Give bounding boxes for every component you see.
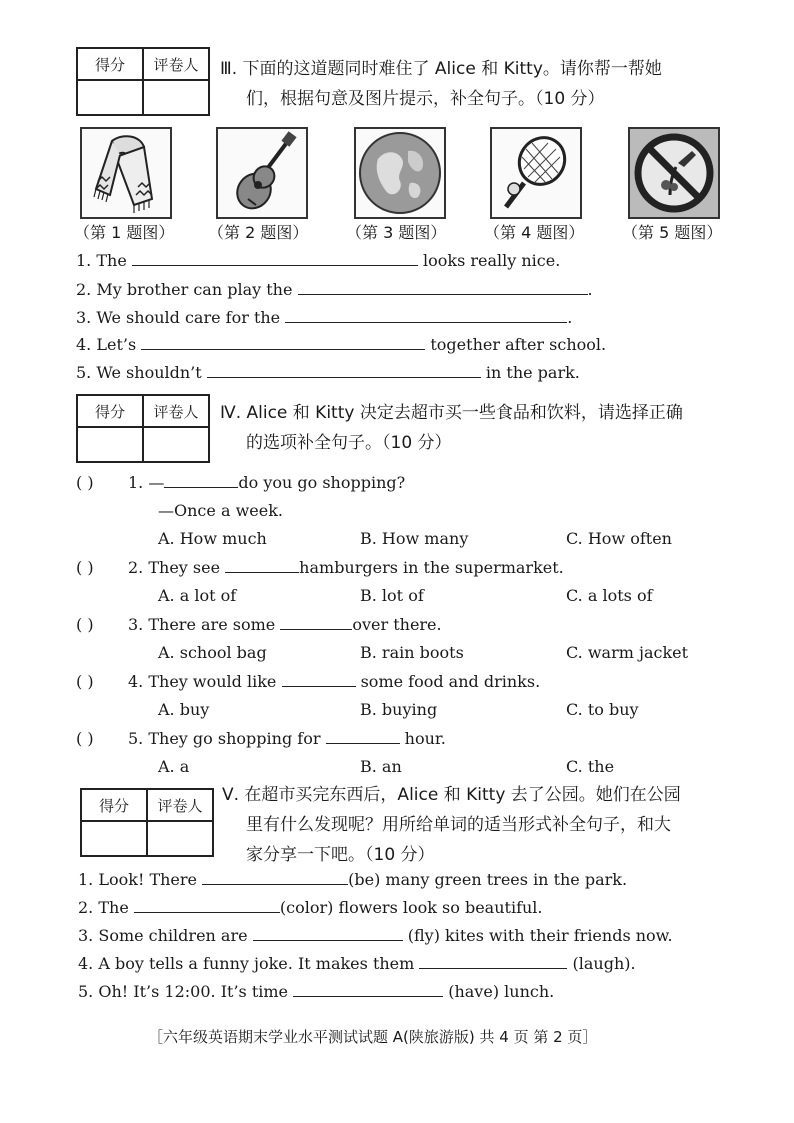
grader-header: 评卷人 — [143, 395, 209, 427]
score-header: 得分 — [81, 789, 147, 821]
grader-header: 评卷人 — [143, 48, 209, 80]
image-label-4: （第 4 题图） — [484, 223, 585, 242]
answer-blank[interactable] — [280, 615, 352, 630]
section3-title-line1: Ⅲ. 下面的这道题同时难住了 Alice 和 Kitty。请你帮一帮她 — [220, 59, 662, 79]
option-b[interactable]: B. an — [360, 757, 402, 776]
option-b[interactable]: B. buying — [360, 700, 438, 719]
guitar-icon — [216, 127, 308, 219]
answer-blank[interactable] — [282, 672, 356, 687]
answer-blank[interactable] — [419, 954, 567, 969]
earth-icon — [354, 127, 446, 219]
score-table — [80, 788, 214, 857]
option-b[interactable]: B. rain boots — [360, 643, 464, 662]
s4-question-1: 1. — do you go shopping? — [128, 473, 406, 492]
s5-question-1: 1. Look! There (be) many green trees in the park. — [78, 870, 628, 889]
option-c[interactable]: C. the — [566, 757, 615, 776]
answer-blank[interactable] — [225, 558, 299, 573]
s5-question-5: 5. Oh! It’s 12:00. It’s time (have) lunch. — [78, 982, 555, 1001]
answer-blank[interactable] — [132, 251, 418, 266]
s4-question-2: 2. They see hamburgers in the supermarket. — [128, 558, 564, 577]
tennis-racket-icon — [490, 127, 582, 219]
grader-cell[interactable] — [143, 80, 209, 115]
grader-cell[interactable] — [143, 427, 209, 462]
answer-blank[interactable] — [164, 473, 238, 488]
answer-paren[interactable]: ( ) — [76, 615, 94, 634]
score-cell[interactable] — [77, 80, 143, 115]
section5-title-line3: 家分享一下吧。（10 分） — [246, 845, 435, 865]
answer-paren[interactable]: ( ) — [76, 729, 94, 748]
answer-blank[interactable] — [285, 308, 567, 323]
s3-question-5: 5. We shouldn’t in the park. — [76, 363, 580, 382]
s4-question-4: 4. They would like some food and drinks. — [128, 672, 541, 691]
option-a[interactable]: A. buy — [158, 700, 210, 719]
s5-question-2: 2. The (color) flowers look so beautiful. — [78, 898, 543, 917]
answer-blank[interactable] — [253, 926, 403, 941]
answer-blank[interactable] — [202, 870, 348, 885]
answer-blank[interactable] — [298, 280, 588, 295]
grader-header: 评卷人 — [147, 789, 213, 821]
section4-title-line1: Ⅳ. Alice 和 Kitty 决定去超市买一些食品和饮料，请选择正确 — [220, 403, 683, 423]
answer-blank[interactable] — [207, 363, 481, 378]
s5-question-4: 4. A boy tells a funny joke. It makes them (laugh). — [78, 954, 636, 973]
option-c[interactable]: C. How often — [566, 529, 672, 548]
image-label-2: （第 2 题图） — [208, 223, 309, 242]
answer-paren[interactable]: ( ) — [76, 672, 94, 691]
option-a[interactable]: A. a lot of — [158, 586, 237, 605]
score-header: 得分 — [77, 395, 143, 427]
option-b[interactable]: B. lot of — [360, 586, 424, 605]
score-header: 得分 — [77, 48, 143, 80]
image-label-3: （第 3 题图） — [346, 223, 447, 242]
s4-question-1-reply: —Once a week. — [158, 501, 283, 520]
section4-title-line2: 的选项补全句子。（10 分） — [246, 433, 452, 453]
answer-blank[interactable] — [134, 898, 280, 913]
scarf-icon — [80, 127, 172, 219]
s3-question-3: 3. We should care for the . — [76, 308, 573, 327]
score-cell[interactable] — [77, 427, 143, 462]
option-a[interactable]: A. How much — [158, 529, 267, 548]
s4-question-5: 5. They go shopping for hour. — [128, 729, 446, 748]
option-c[interactable]: C. warm jacket — [566, 643, 689, 662]
s3-question-4: 4. Let’s together after school. — [76, 335, 607, 354]
section5-title-line1: Ⅴ. 在超市买完东西后，Alice 和 Kitty 去了公园。她们在公园 — [222, 785, 681, 805]
answer-paren[interactable]: ( ) — [76, 473, 94, 492]
grader-cell[interactable] — [147, 821, 213, 856]
s4-question-3: 3. There are some over there. — [128, 615, 442, 634]
section3-title-line2: 们，根据句意及图片提示，补全句子。（10 分） — [246, 89, 605, 109]
answer-paren[interactable]: ( ) — [76, 558, 94, 577]
option-b[interactable]: B. How many — [360, 529, 469, 548]
page-footer: ［六年级英语期末学业水平测试试题 A(陕旅游版) 共 4 页 第 2 页］ — [148, 1028, 598, 1046]
option-c[interactable]: C. a lots of — [566, 586, 653, 605]
score-table — [76, 47, 210, 116]
score-cell[interactable] — [81, 821, 147, 856]
s5-question-3: 3. Some children are (fly) kites with their friends now. — [78, 926, 673, 945]
image-label-1: （第 1 题图） — [74, 223, 175, 242]
option-c[interactable]: C. to buy — [566, 700, 639, 719]
option-a[interactable]: A. a — [158, 757, 190, 776]
s3-question-2: 2. My brother can play the . — [76, 280, 593, 299]
no-picking-flowers-icon — [628, 127, 720, 219]
answer-blank[interactable] — [141, 335, 425, 350]
answer-blank[interactable] — [293, 982, 443, 997]
image-label-5: （第 5 题图） — [622, 223, 723, 242]
section5-title-line2: 里有什么发现呢？用所给单词的适当形式补全句子，和大 — [246, 815, 671, 835]
option-a[interactable]: A. school bag — [158, 643, 267, 662]
answer-blank[interactable] — [326, 729, 400, 744]
s3-question-1: 1. The looks really nice. — [76, 251, 561, 270]
score-table — [76, 394, 210, 463]
